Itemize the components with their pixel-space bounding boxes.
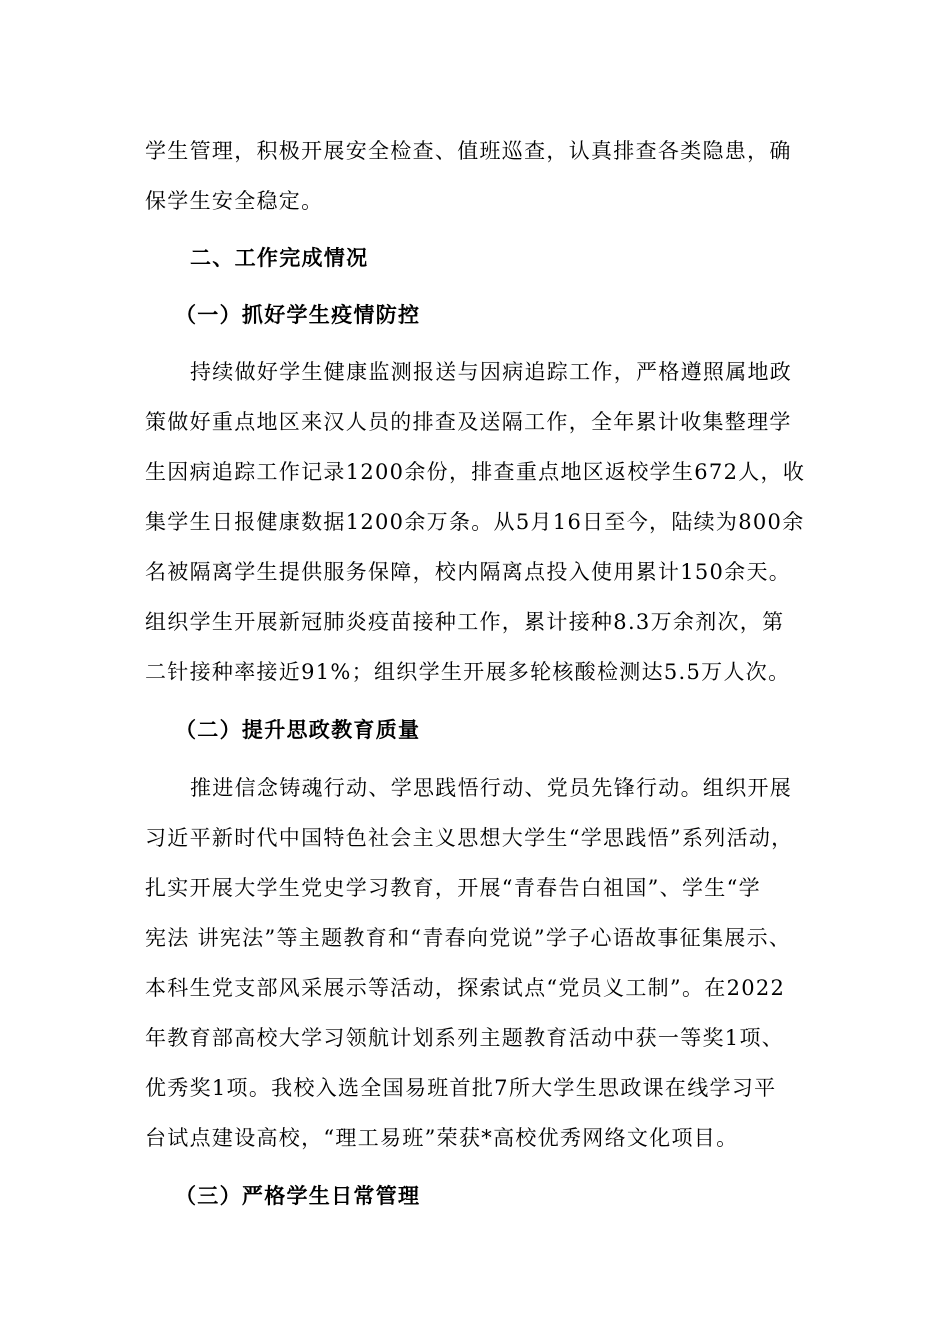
paragraph-line: 策做好重点地区来汉人员的排查及送隔工作，全年累计收集整理学 [145,410,792,434]
paragraph-line: 本科生党支部风采展示等活动，探索试点“党员义工制”。在2022 [145,976,786,1000]
paragraph-line: 保学生安全稳定。 [145,189,324,213]
section-heading: 二、工作完成情况 [190,246,369,270]
subsection-heading: （三）严格学生日常管理 [175,1184,421,1208]
paragraph-line: 二针接种率接近91%；组织学生开展多轮核酸检测达5.5万人次。 [145,660,791,684]
subsection-heading: （二）提升思政教育质量 [175,718,421,742]
paragraph-line: 集学生日报健康数据1200余万条。从5月16日至今，陆续为800余 [145,510,805,534]
paragraph-line: 扎实开展大学生党史学习教育，开展“青春告白祖国”、学生“学 [145,876,761,900]
paragraph-line: 台试点建设高校，“理工易班”荣获*高校优秀网络文化项目。 [145,1126,739,1150]
paragraph-line: 推进信念铸魂行动、学思践悟行动、党员先锋行动。组织开展 [190,776,793,800]
subsection-heading: （一）抓好学生疫情防控 [175,303,421,327]
paragraph-line: 持续做好学生健康监测报送与因病追踪工作，严格遵照属地政 [190,360,793,384]
paragraph-line: 生因病追踪工作记录1200余份，排查重点地区返校学生672人，收 [145,460,806,484]
paragraph-line: 宪法 讲宪法”等主题教育和“青春向党说”学子心语故事征集展示、 [145,926,792,950]
paragraph-line: 习近平新时代中国特色社会主义思想大学生“学思践悟”系列活动， [145,826,794,850]
paragraph-line: 学生管理，积极开展安全检查、值班巡查，认真排查各类隐患，确 [145,139,792,163]
paragraph-line: 组织学生开展新冠肺炎疫苗接种工作，累计接种8.3万余剂次，第 [145,610,785,634]
paragraph-line: 优秀奖1项。我校入选全国易班首批7所大学生思政课在线学习平 [145,1076,777,1100]
paragraph-line: 名被隔离学生提供服务保障，校内隔离点投入使用累计150余天。 [145,560,792,584]
paragraph-line: 年教育部高校大学习领航计划系列主题教育活动中获一等奖1项、 [145,1026,785,1050]
